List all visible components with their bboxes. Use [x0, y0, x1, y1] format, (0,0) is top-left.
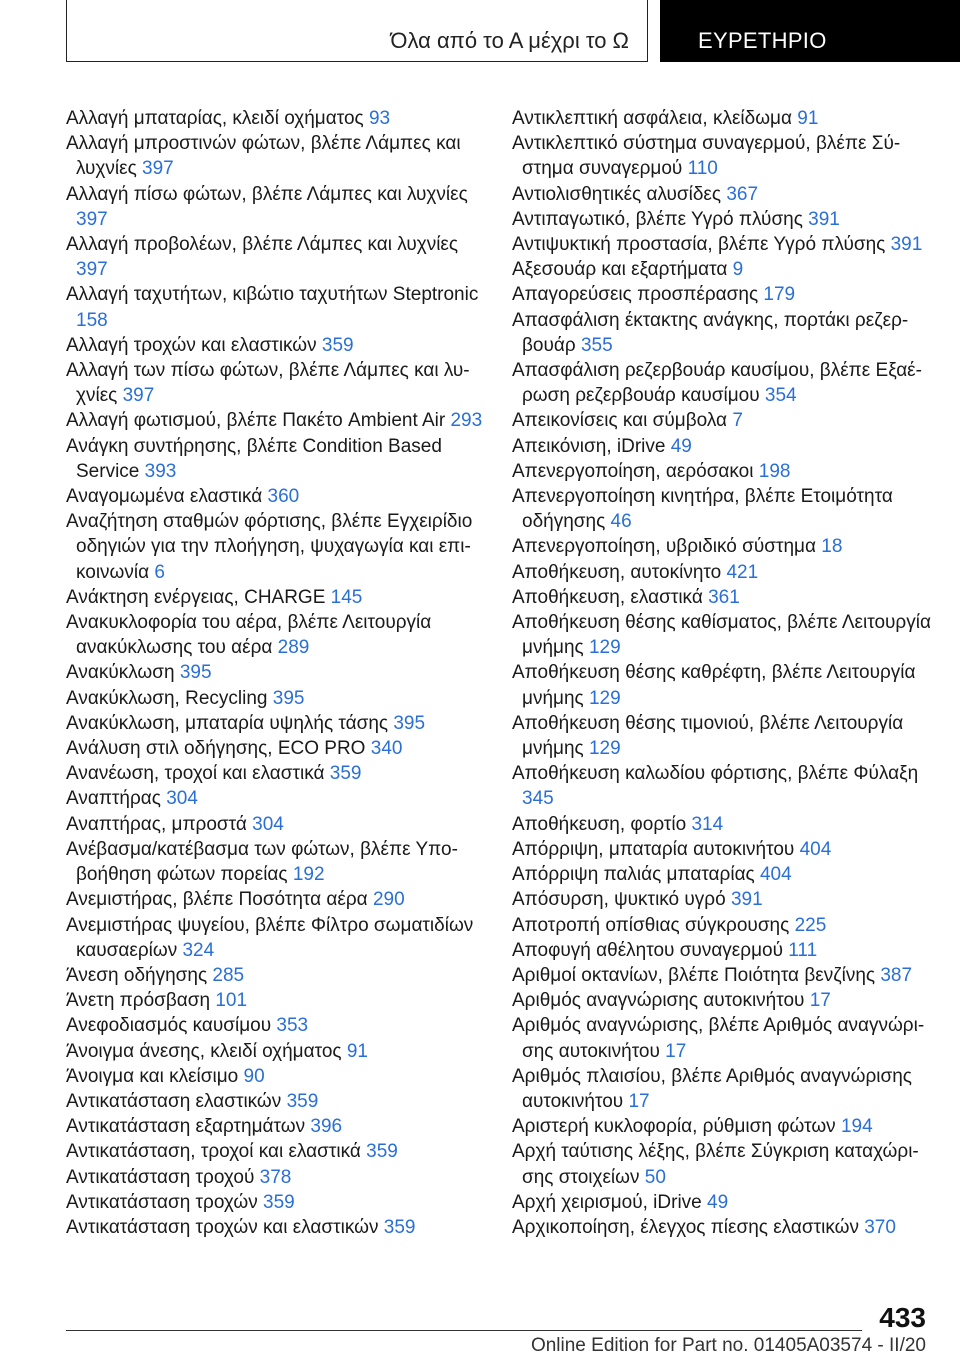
index-entry: [66, 837, 486, 887]
index-entry: [512, 862, 932, 887]
entry-term: Αναπτήρας, μπροστά: [66, 813, 253, 835]
entry-term: Αλλαγή προβολέων, βλέπε Λάμπες και λυχνίες: [66, 234, 459, 256]
index-entry: [512, 988, 932, 1013]
index-entry: [512, 837, 932, 862]
entry-term: Αντιψυκτική προστασία, βλέπε Υγρό πλύσης: [512, 234, 891, 256]
index-entry: [66, 434, 486, 484]
entry-term: Αναζήτηση σταθμών φόρτισης, βλέπε Εγχειρίδιο οδηγιών για την πλοήγηση, ψυχαγωγία και επικοινωνία: [66, 511, 473, 583]
entry-page-link[interactable]: 129: [588, 687, 621, 709]
index-entry: [512, 1114, 932, 1139]
entry-term: Απενεργοποίηση, αερόσακοι: [512, 460, 759, 482]
index-entry: [66, 1114, 486, 1139]
entry-term: Αναπτήρας: [66, 788, 167, 810]
index-entry: [66, 761, 486, 786]
entry-page-link[interactable]: 17: [628, 1090, 650, 1112]
entry-term: Αλλαγή μπαταρίας, κλειδί οχήματος: [66, 108, 369, 129]
entry-page-link[interactable]: 129: [588, 738, 621, 760]
index-entry: [512, 711, 932, 761]
index-entry: [66, 736, 486, 761]
entry-term: Αντικατάσταση τροχών και ελαστικών: [66, 1216, 384, 1238]
entry-term: Ανακυκλοφορία του αέρα, βλέπε Λειτουργία ανακύκλωσης του αέρα: [66, 612, 432, 659]
index-entry: [66, 610, 486, 660]
entry-page-link[interactable]: 395: [179, 662, 212, 684]
entry-term: Ανεμιστήρας, βλέπε Ποσότητα αέρα: [66, 889, 373, 911]
entry-page-link[interactable]: 345: [522, 788, 554, 810]
entry-term: Απόρριψη παλιάς μπαταρίας: [512, 864, 760, 886]
entry-page-link[interactable]: 396: [310, 1116, 343, 1138]
entry-term: Αποθήκευση, φορτίο: [512, 813, 692, 835]
entry-page-link[interactable]: 198: [758, 460, 791, 482]
index-entry: [512, 812, 932, 837]
index-column-right: [512, 106, 932, 1240]
entry-page-link[interactable]: 397: [76, 259, 108, 281]
entry-page-link[interactable]: 6: [154, 561, 165, 583]
entry-page-link[interactable]: 49: [707, 1191, 729, 1213]
entry-page-link[interactable]: 391: [730, 889, 763, 911]
entry-page-link[interactable]: 50: [644, 1166, 666, 1188]
page-header: [0, 0, 960, 64]
index-entry: [512, 1215, 932, 1240]
entry-page-link[interactable]: 194: [840, 1116, 873, 1138]
entry-term: Αντικλεπτική ασφάλεια, κλείδωμα: [512, 108, 798, 129]
index-entry: [66, 1190, 486, 1215]
entry-term: Αποθήκευση καλωδίου φόρτισης, βλέπε Φύλαξη: [512, 763, 919, 785]
index-entry: [512, 131, 932, 181]
entry-page-link[interactable]: 353: [276, 1015, 309, 1037]
index-entry: [66, 1039, 486, 1064]
entry-term: Ανάγκη συντήρησης, βλέπε Condition Based Service: [66, 435, 442, 482]
entry-term: Αριθμός αναγνώρισης, βλέπε Αριθμός αναγνώρισης αυτοκινήτου: [512, 1015, 925, 1062]
entry-page-link[interactable]: 395: [393, 712, 426, 734]
entry-page-link[interactable]: 49: [670, 435, 692, 457]
index-entry: [66, 887, 486, 912]
index-entry: [512, 434, 932, 459]
index-entry: [66, 131, 486, 181]
entry-page-link[interactable]: 340: [370, 738, 403, 760]
entry-term: Άνοιγμα άνεσης, κλειδί οχήματος: [66, 1040, 347, 1062]
entry-page-link[interactable]: 397: [142, 158, 174, 180]
index-entry: [66, 182, 486, 232]
entry-page-link[interactable]: 395: [272, 687, 305, 709]
chapter-tab: [660, 0, 960, 62]
entry-term: Αντικλεπτικό σύστημα συναγερμού, βλέπε Σύστημα συναγερμού: [512, 133, 901, 180]
entry-page-link[interactable]: 359: [286, 1090, 319, 1112]
index-entry: [512, 887, 932, 912]
entry-page-link[interactable]: 7: [732, 410, 743, 432]
entry-page-link[interactable]: 179: [763, 284, 796, 306]
index-entry: [66, 913, 486, 963]
index-entry: [512, 913, 932, 938]
entry-term: Αριθμοί οκτανίων, βλέπε Ποιότητα βενζίνης: [512, 964, 881, 986]
entry-term: Αξεσουάρ και εξαρτήματα: [512, 259, 733, 281]
index-entry: [66, 1089, 486, 1114]
chapter-title: ΕΥΡΕΤΗΡΙΟ: [698, 28, 827, 53]
entry-page-link[interactable]: 391: [890, 234, 923, 256]
entry-term: Αρχή χειρισμού, iDrive: [512, 1191, 708, 1213]
index-entry: [66, 660, 486, 685]
entry-term: Αλλαγή μπροστινών φώτων, βλέπε Λάμπες και λυχνίες: [66, 133, 461, 180]
entry-term: Αλλαγή των πίσω φώτων, βλέπε Λάμπες και λυχνίες: [66, 360, 470, 407]
index-entry: [512, 1064, 932, 1114]
index-entry: [66, 358, 486, 408]
entry-page-link[interactable]: 324: [182, 939, 215, 961]
entry-term: Αριθμός πλαισίου, βλέπε Αριθμός αναγνώρισης αυτοκινήτου: [512, 1065, 912, 1112]
entry-page-link[interactable]: 90: [243, 1065, 265, 1087]
index-entry: [512, 408, 932, 433]
footer-divider: [66, 1330, 862, 1331]
index-entry: [66, 484, 486, 509]
entry-term: Άνοιγμα και κλείσιμο: [66, 1065, 244, 1087]
index-entry: [512, 182, 932, 207]
entry-page-link[interactable]: 18: [821, 536, 843, 558]
index-entry: [512, 660, 932, 710]
entry-term: Ανακύκλωση: [66, 662, 180, 684]
entry-term: Ανάλυση στιλ οδήγησης, ECO PRO: [66, 738, 371, 760]
entry-page-link[interactable]: 397: [76, 208, 108, 230]
index-entry: [512, 560, 932, 585]
index-entry: [66, 786, 486, 811]
entry-page-link[interactable]: 360: [267, 486, 300, 508]
entry-term: Αντιπαγωτικό, βλέπε Υγρό πλύσης: [512, 208, 809, 230]
entry-term: Αποφυγή αθέλητου συναγερμού: [512, 939, 789, 961]
entry-page-link[interactable]: 397: [122, 385, 155, 407]
entry-term: Ανεφοδιασμός καυσίμου: [66, 1015, 277, 1037]
entry-page-link[interactable]: 91: [797, 108, 819, 129]
entry-term: Αποθήκευση θέσης καθρέφτη, βλέπε Λειτουργία μνήμης: [512, 662, 916, 709]
entry-page-link[interactable]: 91: [346, 1040, 368, 1062]
entry-term: Ανέβασμα/κατέβασμα των φώτων, βλέπε Υποβοήθηση φώτων πορείας: [66, 838, 458, 886]
index-entry: [512, 207, 932, 232]
index-entry: [66, 963, 486, 988]
index-entry: [66, 333, 486, 358]
index-entry: [66, 686, 486, 711]
index-entry: [512, 1013, 932, 1063]
entry-term: Αποτροπή οπίσθιας σύγκρουσης: [512, 914, 795, 936]
entry-term: Αποθήκευση θέσης τιμονιού, βλέπε Λειτουργία μνήμης: [512, 712, 904, 760]
index-entry: [512, 358, 932, 408]
entry-page-link[interactable]: 17: [809, 990, 831, 1012]
entry-term: Αντικατάσταση ελαστικών: [66, 1090, 287, 1112]
index-entry: [66, 585, 486, 610]
entry-page-link[interactable]: 289: [277, 637, 310, 659]
index-entry: [512, 308, 932, 358]
index-entry: [512, 761, 932, 811]
entry-term: Απενεργοποίηση κινητήρα, βλέπε Ετοιμότητα οδήγησης: [512, 486, 893, 533]
entry-term: Απασφάλιση ρεζερβουάρ καυσίμου, βλέπε Εξαέρωση ρεζερβουάρ καυσίμου: [512, 360, 922, 407]
entry-page-link[interactable]: 355: [580, 334, 613, 356]
index-entry: [66, 988, 486, 1013]
index-entry: [512, 232, 932, 257]
index-entry: [512, 257, 932, 282]
entry-term: Αλλαγή τροχών και ελαστικών: [66, 334, 322, 356]
entry-term: Αρχικοποίηση, έλεγχος πίεσης ελαστικών: [512, 1216, 865, 1238]
entry-term: Απεικονίσεις και σύμβολα: [512, 410, 733, 432]
entry-page-link[interactable]: 359: [366, 1141, 398, 1163]
entry-term: Απόσυρση, ψυκτικό υγρό: [512, 889, 731, 911]
entry-term: Αποθήκευση, αυτοκίνητο: [512, 561, 727, 583]
index-entry: [512, 534, 932, 559]
index-entry: [66, 1064, 486, 1089]
entry-page-link[interactable]: 110: [687, 158, 718, 180]
entry-page-link[interactable]: 391: [808, 208, 840, 230]
entry-page-link[interactable]: 46: [610, 511, 632, 533]
entry-page-link[interactable]: 111: [788, 939, 818, 961]
entry-page-link[interactable]: 387: [880, 964, 913, 986]
entry-page-link[interactable]: 367: [726, 183, 759, 205]
edition-text: Online Edition for Part no. 01405A03574 - II/20: [530, 1335, 926, 1356]
index-entry: [66, 1013, 486, 1038]
entry-page-link[interactable]: 304: [252, 813, 284, 835]
index-entry: [512, 963, 932, 988]
entry-term: Άνετη πρόσβαση: [66, 990, 216, 1012]
entry-page-link[interactable]: 393: [144, 460, 177, 482]
entry-term: Αντικατάσταση τροχών: [66, 1191, 263, 1213]
entry-page-link[interactable]: 285: [212, 964, 245, 986]
entry-page-link[interactable]: 359: [329, 763, 362, 785]
entry-page-link[interactable]: 361: [708, 586, 740, 608]
index-entry: [512, 1139, 932, 1189]
entry-term: Απεικόνιση, iDrive: [512, 435, 671, 457]
entry-page-link[interactable]: 145: [330, 586, 363, 608]
index-entry: [512, 585, 932, 610]
index-entry: [66, 232, 486, 282]
entry-term: Αριθμός αναγνώρισης αυτοκινήτου: [512, 990, 810, 1012]
index-entry: [512, 459, 932, 484]
entry-term: Απαγορεύσεις προσπέρασης: [512, 284, 764, 306]
section-title: Όλα από το Α μέχρι το Ω: [390, 28, 629, 53]
index-entry: [66, 106, 486, 131]
entry-term: Αντικατάσταση, τροχοί και ελαστικά: [66, 1141, 367, 1163]
index-entry: [66, 282, 486, 332]
entry-term: Αλλαγή ταχυτήτων, κιβώτιο ταχυτήτων Steptronic: [66, 284, 479, 306]
entry-term: Ανάκτηση ενέργειας, CHARGE: [66, 586, 331, 608]
entry-term: Αναγομωμένα ελαστικά: [66, 486, 268, 508]
entry-term: Αποθήκευση, ελαστικά: [512, 586, 709, 608]
entry-page-link[interactable]: 314: [691, 813, 724, 835]
entry-page-link[interactable]: 192: [292, 864, 325, 886]
index-entry: [512, 484, 932, 534]
index-entry: [512, 106, 932, 131]
index-entry: [66, 711, 486, 736]
entry-page-link[interactable]: 404: [759, 864, 792, 886]
entry-term: Αλλαγή πίσω φώτων, βλέπε Λάμπες και λυχνίες: [66, 183, 468, 205]
entry-page-link[interactable]: 404: [799, 838, 832, 860]
entry-page-link[interactable]: 225: [794, 914, 827, 936]
entry-term: Αρχή ταύτισης λέξης, βλέπε Σύγκριση καταχώρισης στοιχείων: [512, 1141, 919, 1188]
index-entry: [66, 1215, 486, 1240]
index-entry: [512, 610, 932, 660]
index-column-left: [66, 106, 486, 1240]
entry-page-link[interactable]: 17: [665, 1040, 687, 1062]
entry-term: Αλλαγή φωτισμού, βλέπε Πακέτο Ambient Air: [66, 410, 451, 432]
page-number: 433: [879, 1302, 926, 1333]
index-entry: [66, 812, 486, 837]
section-tab: [66, 0, 648, 62]
entry-term: Απόρριψη, μπαταρία αυτοκινήτου: [512, 838, 800, 860]
entry-page-link[interactable]: 354: [764, 385, 797, 407]
entry-page-link[interactable]: 93: [368, 108, 391, 129]
index-entry: [512, 938, 932, 963]
entry-page-link[interactable]: 421: [726, 561, 759, 583]
entry-page-link[interactable]: 9: [732, 259, 744, 281]
entry-page-link[interactable]: 129: [588, 637, 621, 659]
entry-term: Απενεργοποίηση, υβριδικό σύστημα: [512, 536, 822, 558]
entry-term: Ανεμιστήρας ψυγείου, βλέπε Φίλτρο σωματιδίων καυσαερίων: [66, 914, 474, 961]
entry-term: Αντικατάσταση τροχού: [66, 1166, 260, 1188]
index-entry: [512, 282, 932, 307]
entry-page-link[interactable]: 101: [215, 990, 248, 1012]
entry-page-link[interactable]: 359: [383, 1216, 416, 1238]
entry-term: Αριστερή κυκλοφορία, ρύθμιση φώτων: [512, 1116, 841, 1138]
index-entry: [66, 408, 486, 433]
entry-page-link[interactable]: 359: [263, 1191, 295, 1213]
index-entry: [66, 1139, 486, 1164]
entry-term: Αντιολισθητικές αλυσίδες: [512, 183, 727, 205]
entry-page-link[interactable]: 304: [166, 788, 198, 810]
index-entry: [66, 509, 486, 585]
entry-page-link[interactable]: 293: [450, 410, 483, 432]
entry-term: Απασφάλιση έκτακτης ανάγκης, πορτάκι ρεζερβουάρ: [512, 309, 909, 356]
entry-term: Ανακύκλωση, Recycling: [66, 687, 273, 709]
index-entry: [512, 1190, 932, 1215]
entry-term: Ανανέωση, τροχοί και ελαστικά: [66, 763, 330, 785]
entry-page-link[interactable]: 158: [76, 309, 108, 331]
entry-term: Αποθήκευση θέσης καθίσματος, βλέπε Λειτουργία μνήμης: [512, 612, 931, 659]
entry-term: Ανακύκλωση, μπαταρία υψηλής τάσης: [66, 712, 394, 734]
entry-term: Αντικατάσταση εξαρτημάτων: [66, 1116, 311, 1138]
index-entry: [66, 1165, 486, 1190]
entry-term: Άνεση οδήγησης: [66, 964, 213, 986]
entry-page-link[interactable]: 290: [372, 889, 405, 911]
entry-page-link[interactable]: 370: [864, 1216, 896, 1238]
entry-page-link[interactable]: 378: [259, 1166, 292, 1188]
entry-page-link[interactable]: 359: [321, 334, 354, 356]
